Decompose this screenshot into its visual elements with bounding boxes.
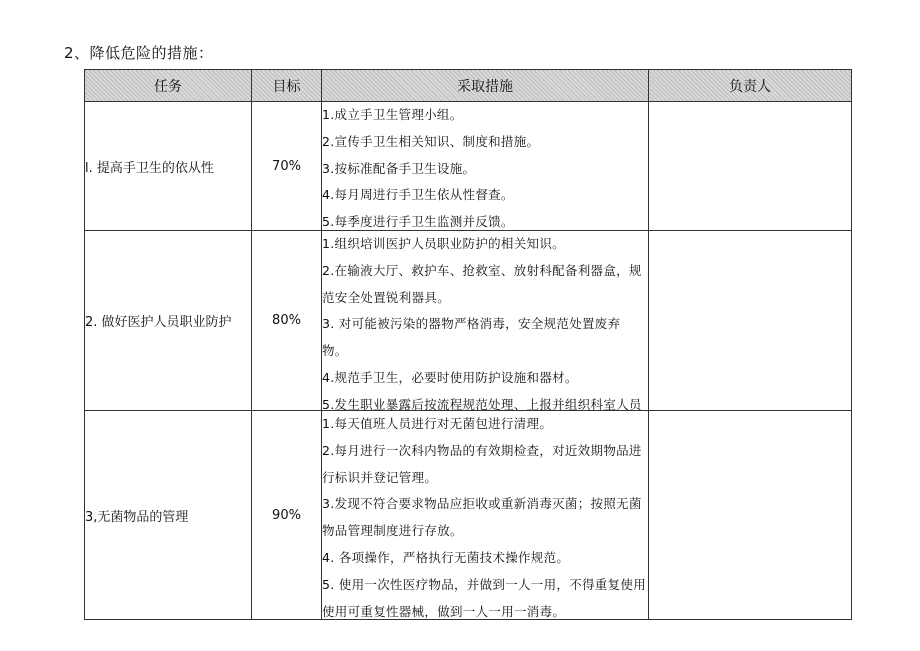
target-cell: 70% <box>252 102 322 231</box>
header-owner: 负责人 <box>649 70 852 102</box>
measures-cell <box>322 411 649 620</box>
table-row <box>85 231 852 411</box>
measure-item: 5.每季度进行手卫生监测并反馈。 <box>322 214 514 230</box>
table-row <box>85 411 852 620</box>
header-target: 目标 <box>252 70 322 102</box>
measure-item: 4.规范手卫生，必要时使用防护设施和器材。 <box>322 369 578 385</box>
measure-item: 4.每月周进行手卫生依从性督查。 <box>322 187 514 203</box>
measures-cell <box>322 102 649 231</box>
owner-cell <box>649 231 852 411</box>
task-cell: l. 提高手卫生的依从性 <box>85 102 252 231</box>
header-measures: 采取措施 <box>322 70 649 102</box>
measure-item: 3. 对可能被污染的器物严格消毒，安全规范处置废弃 <box>322 316 621 332</box>
measure-item: 4. 各项操作，严格执行无菌技术操作规范。 <box>322 549 570 565</box>
measure-item: 物。 <box>322 343 348 359</box>
target-cell: 80% <box>252 231 322 411</box>
measure-item: 1.成立手卫生管理小组。 <box>322 107 463 122</box>
table-row <box>85 102 852 231</box>
measures-cell <box>322 231 649 411</box>
owner-cell <box>649 102 852 231</box>
section-heading: 2、降低危险的措施： <box>64 44 214 62</box>
measure-item: 3.按标准配备手卫生设施。 <box>322 160 476 176</box>
measure-item: 1.组织培训医护人员职业防护的相关知识。 <box>322 236 565 251</box>
table-header-row <box>85 70 852 102</box>
measure-item: 5. 使用一次性医疗物品，并做到一人一用，不得重复使用 <box>322 576 647 592</box>
measure-item: 5.发生职业暴露后按流程规范处理、上报并组织科室人员 <box>322 396 642 410</box>
risk-reduction-table <box>84 69 852 620</box>
target-cell: 90% <box>252 411 322 620</box>
task-cell: 2. 做好医护人员职业防护 <box>85 231 252 411</box>
measure-item: 2.宣传手卫生相关知识、制度和措施。 <box>322 133 540 149</box>
measure-item: 1.每天值班人员进行对无菌包进行清理。 <box>322 416 553 431</box>
owner-cell <box>649 411 852 620</box>
measure-item: 使用可重复性器械，做到一人一用一消毒。 <box>322 603 566 619</box>
measure-item: 范安全处置锐利器具。 <box>322 289 451 305</box>
measure-item: 物品管理制度进行存放。 <box>322 523 463 539</box>
header-task: 任务 <box>85 70 252 102</box>
measure-item: 行标识并登记管理。 <box>322 469 438 485</box>
task-cell: 3,无菌物品的管理 <box>85 411 252 620</box>
measure-item: 3.发现不符合要求物品应拒收或重新消毒灭菌；按照无菌 <box>322 496 642 512</box>
measure-item: 2.每月进行一次科内物品的有效期检查，对近效期物品进 <box>322 442 642 458</box>
measure-item: 2.在输液大厅、救护车、抢救室、放射科配备利器盒，规 <box>322 262 642 278</box>
